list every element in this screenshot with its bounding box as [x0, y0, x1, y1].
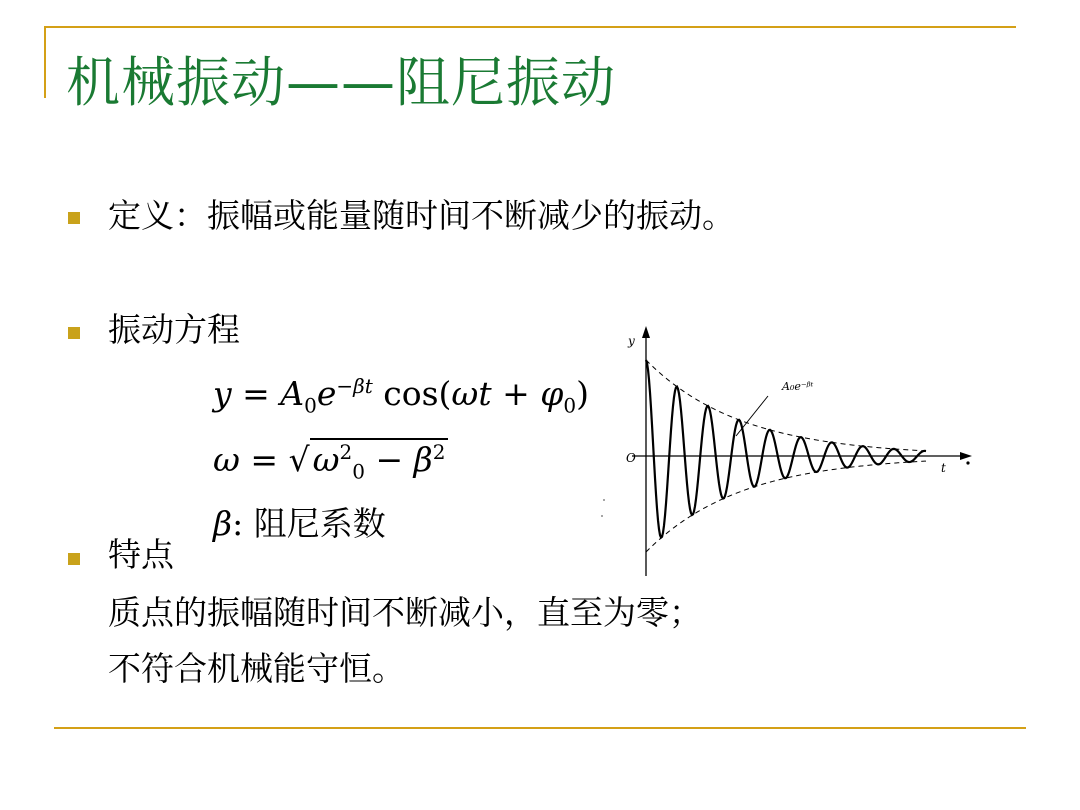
eq-equals: =	[231, 374, 281, 413]
bullet-marker	[68, 553, 80, 565]
envelope-leader-line	[736, 396, 768, 436]
freq-omega0-sub: 0	[352, 459, 365, 484]
axis-dot	[966, 461, 969, 464]
freq-equals: =	[239, 440, 289, 479]
page-title: 机械振动——阻尼振动	[66, 51, 616, 114]
envelope-label: A₀e⁻ᵝᵗ	[782, 380, 814, 393]
displacement-equation	[213, 374, 589, 418]
upper-envelope-curve	[646, 360, 926, 451]
equation-heading: 振动方程	[108, 310, 240, 349]
bullet-marker	[68, 327, 80, 339]
eq-amplitude-sub: 0	[304, 393, 317, 418]
t-axis-arrow	[960, 452, 972, 460]
lower-envelope-curve	[646, 461, 926, 552]
beta-colon: :	[232, 504, 244, 543]
eq-omega-t: ωt	[451, 374, 492, 413]
bottom-rule	[54, 727, 1026, 729]
eq-cos: cos(	[372, 374, 452, 413]
eq-plus: +	[491, 374, 541, 413]
feature-line: 质点的振幅随时间不断减小，直至为零；	[108, 593, 702, 632]
freq-beta: β	[413, 440, 433, 479]
damped-oscillation-graph	[596, 318, 986, 580]
t-axis-label: t	[941, 461, 946, 475]
y-axis-arrow	[642, 326, 650, 338]
y-axis-label: y	[628, 334, 635, 348]
eq-e: e	[316, 374, 337, 413]
features-heading: 特点	[108, 535, 174, 574]
freq-omega: ω	[213, 440, 240, 479]
sqrt-radicand	[310, 438, 449, 484]
eq-phi-sub: 0	[563, 393, 577, 418]
freq-minus: −	[364, 440, 414, 479]
feature-line: 不符合机械能守恒。	[108, 649, 405, 688]
eq-y: y	[213, 374, 232, 413]
freq-beta-sup: 2	[432, 440, 446, 464]
speck	[603, 499, 605, 501]
top-rule	[44, 26, 1016, 28]
beta-symbol: β	[213, 504, 233, 543]
origin-label: O	[626, 451, 636, 465]
eq-amplitude: A	[280, 374, 305, 413]
eq-phi: φ	[540, 374, 564, 413]
freq-omega0-sup: 2	[339, 440, 353, 464]
bullet-marker	[68, 212, 80, 224]
speck	[601, 515, 603, 517]
eq-close: )	[576, 374, 589, 413]
beta-text: 阻尼系数	[243, 504, 386, 543]
frequency-equation	[213, 440, 448, 484]
damping-coefficient-definition	[213, 498, 386, 545]
left-rule	[44, 26, 46, 98]
eq-exponent: −βt	[336, 374, 373, 398]
freq-omega0: ω	[312, 440, 340, 479]
sqrt-sign: √	[288, 440, 310, 479]
definition-text: 定义：振幅或能量随时间不断减少的振动。	[108, 196, 735, 235]
